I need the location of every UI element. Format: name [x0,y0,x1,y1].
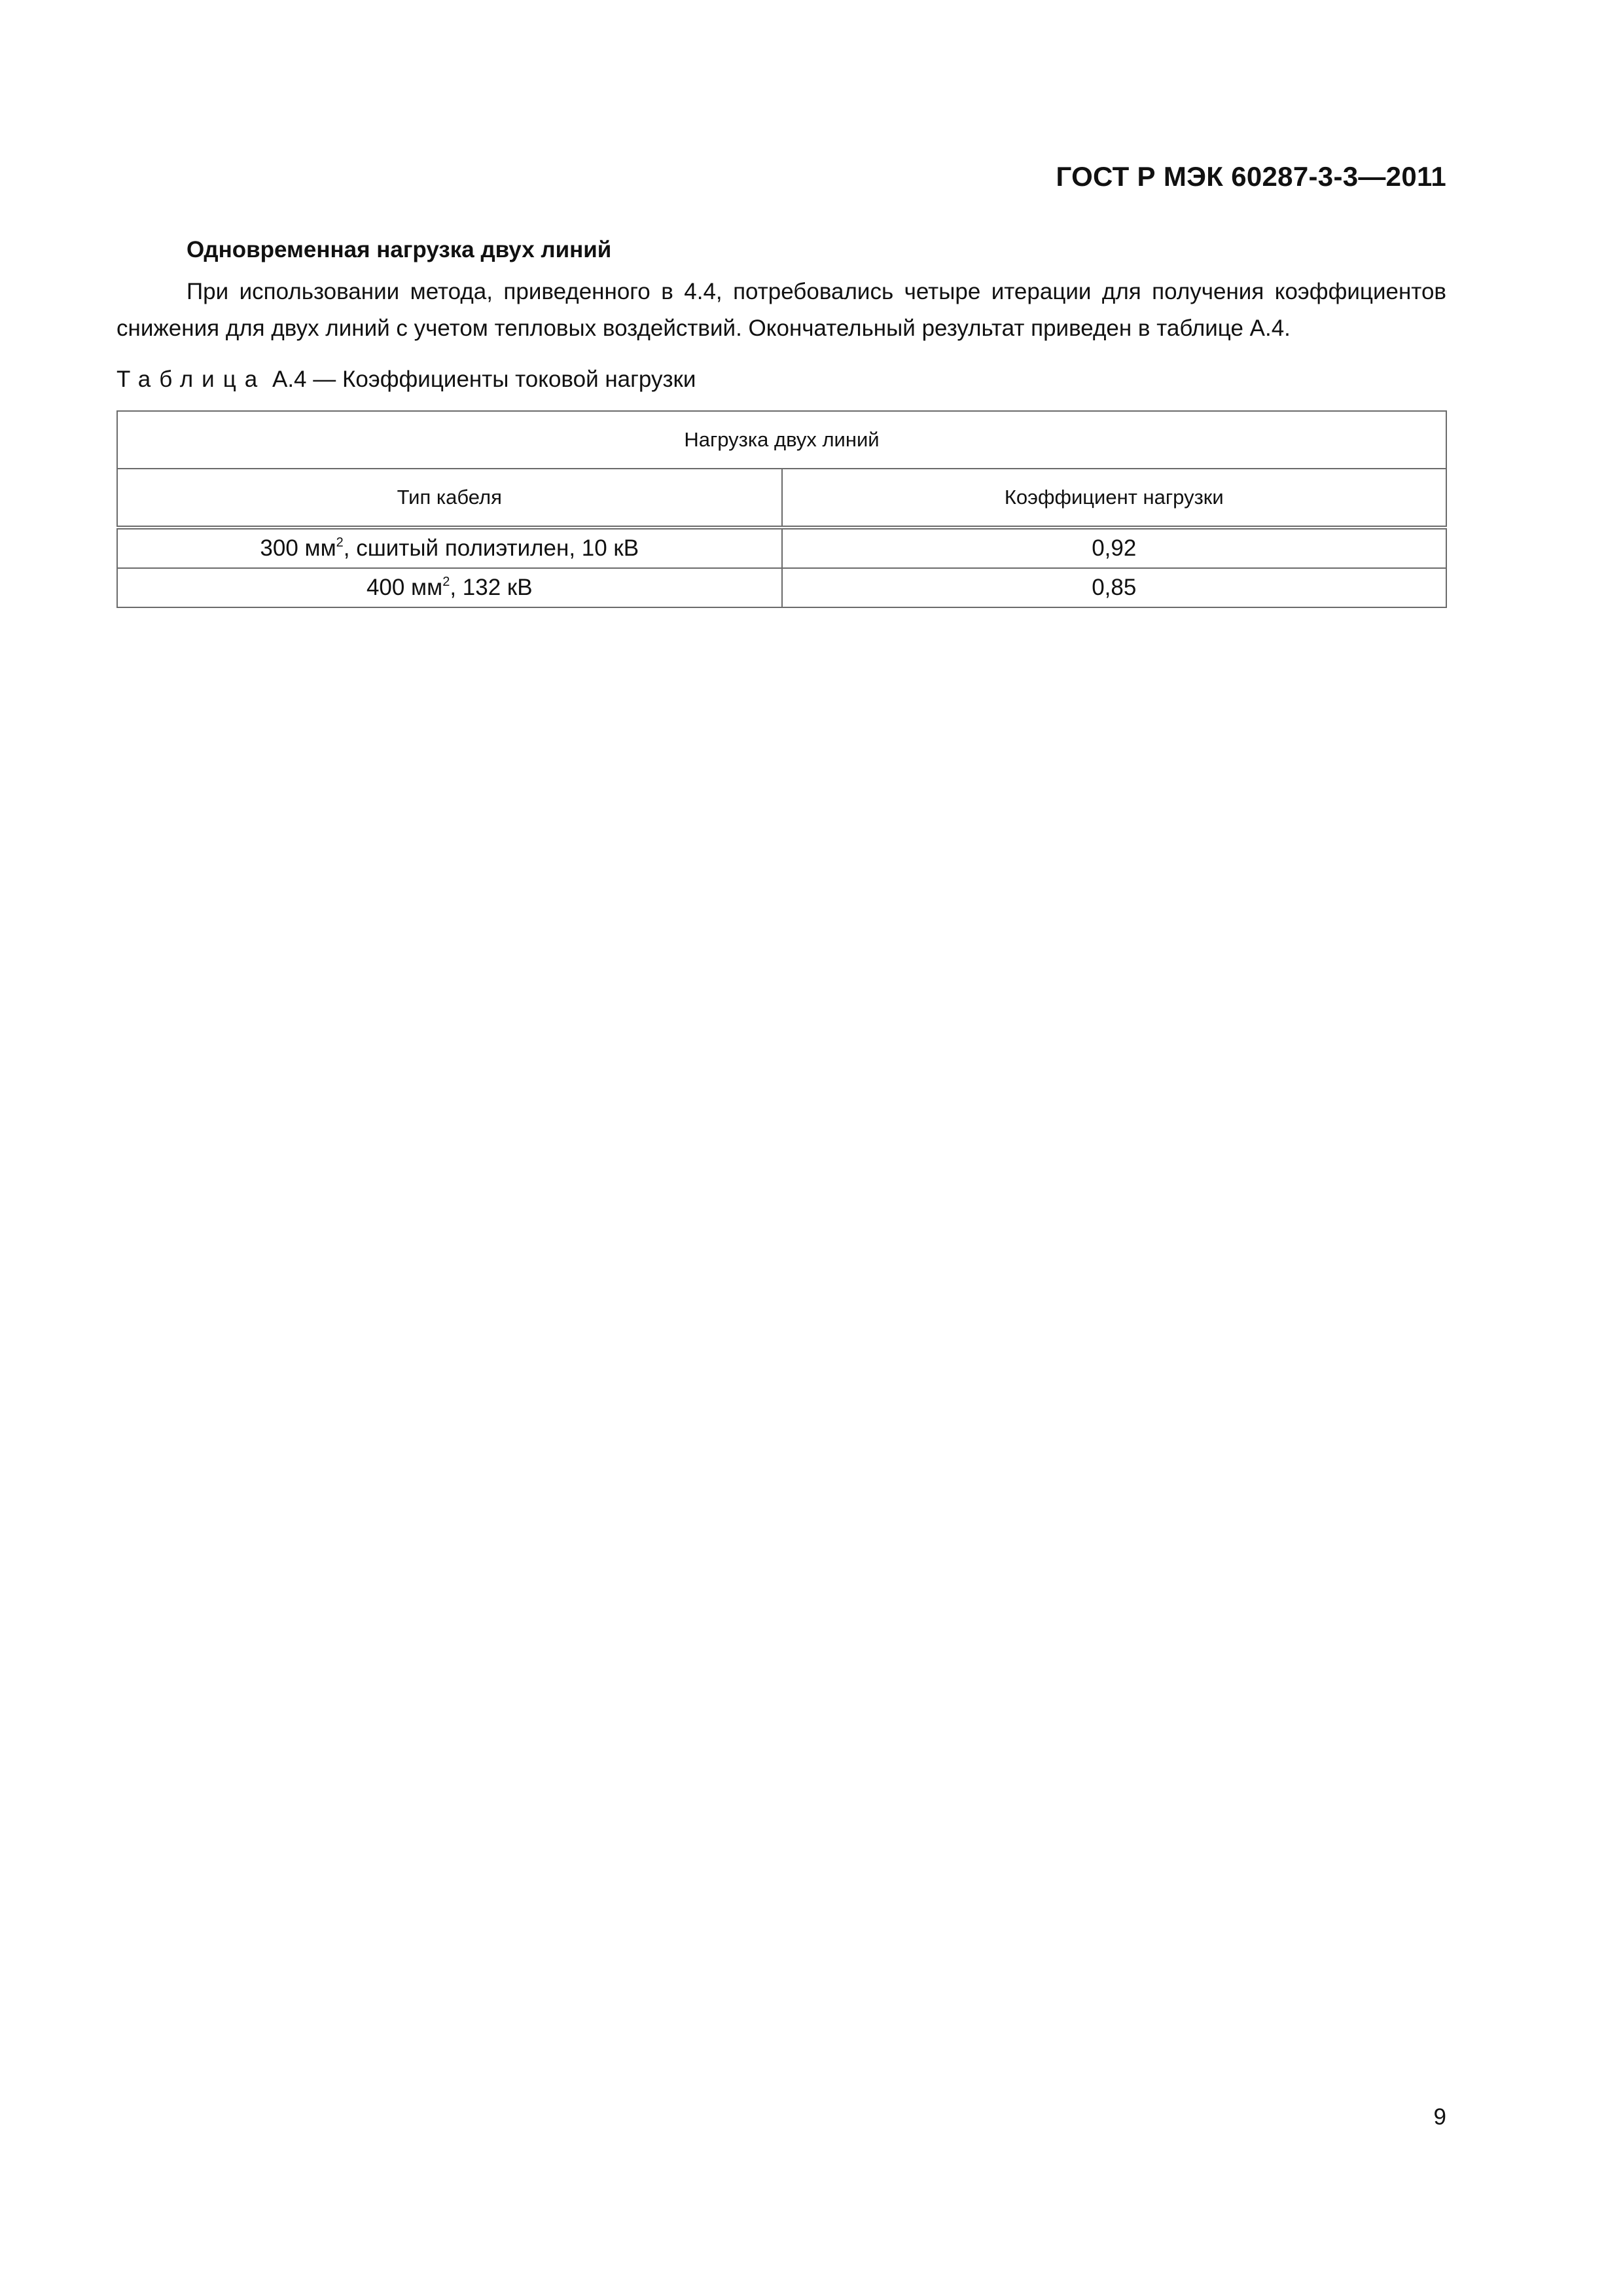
column-header-cable-type: Тип кабеля [117,469,782,528]
cable-type-cell [117,528,782,568]
cable-type-prefix: 400 мм [366,575,443,600]
load-factor-cell: 0,85 [782,568,1447,607]
cable-type-superscript: 2 [336,535,344,550]
column-header-load-factor: Коэффициент нагрузки [782,469,1447,528]
section-heading: Одновременная нагрузка двух линий [187,237,612,262]
load-factor-cell: 0,92 [782,528,1447,568]
document-code: ГОСТ Р МЭК 60287-3-3—2011 [1056,161,1446,192]
load-factors-table [116,410,1447,608]
table-caption-number: А.4 [272,367,307,392]
cable-type-superscript: 2 [442,575,450,589]
cable-type-suffix: , 132 кВ [450,575,533,600]
cable-type-prefix: 300 мм [260,535,336,561]
table-caption [116,367,696,393]
cable-type-suffix: , сшитый полиэтилен, 10 кВ [343,535,639,561]
table-caption-dash: — [313,367,336,392]
table-caption-title: Коэффициенты токовой нагрузки [342,367,696,392]
body-paragraph: При использовании метода, приведенного в 4.4, потребовались четыре итерации для получения коэффициентов снижения для двух линий с учетом тепловых воздействий. Окончательный результат приведен в таблице А.4. [116,279,1446,341]
table-group-header-row [117,411,1446,469]
table-header-row [117,469,1446,528]
page-number: 9 [1433,2104,1446,2130]
table-caption-label: Таблица [116,367,266,392]
table-row [117,528,1446,568]
table-row [117,568,1446,607]
group-header-cell: Нагрузка двух линий [117,411,1446,469]
cable-type-cell [117,568,782,607]
